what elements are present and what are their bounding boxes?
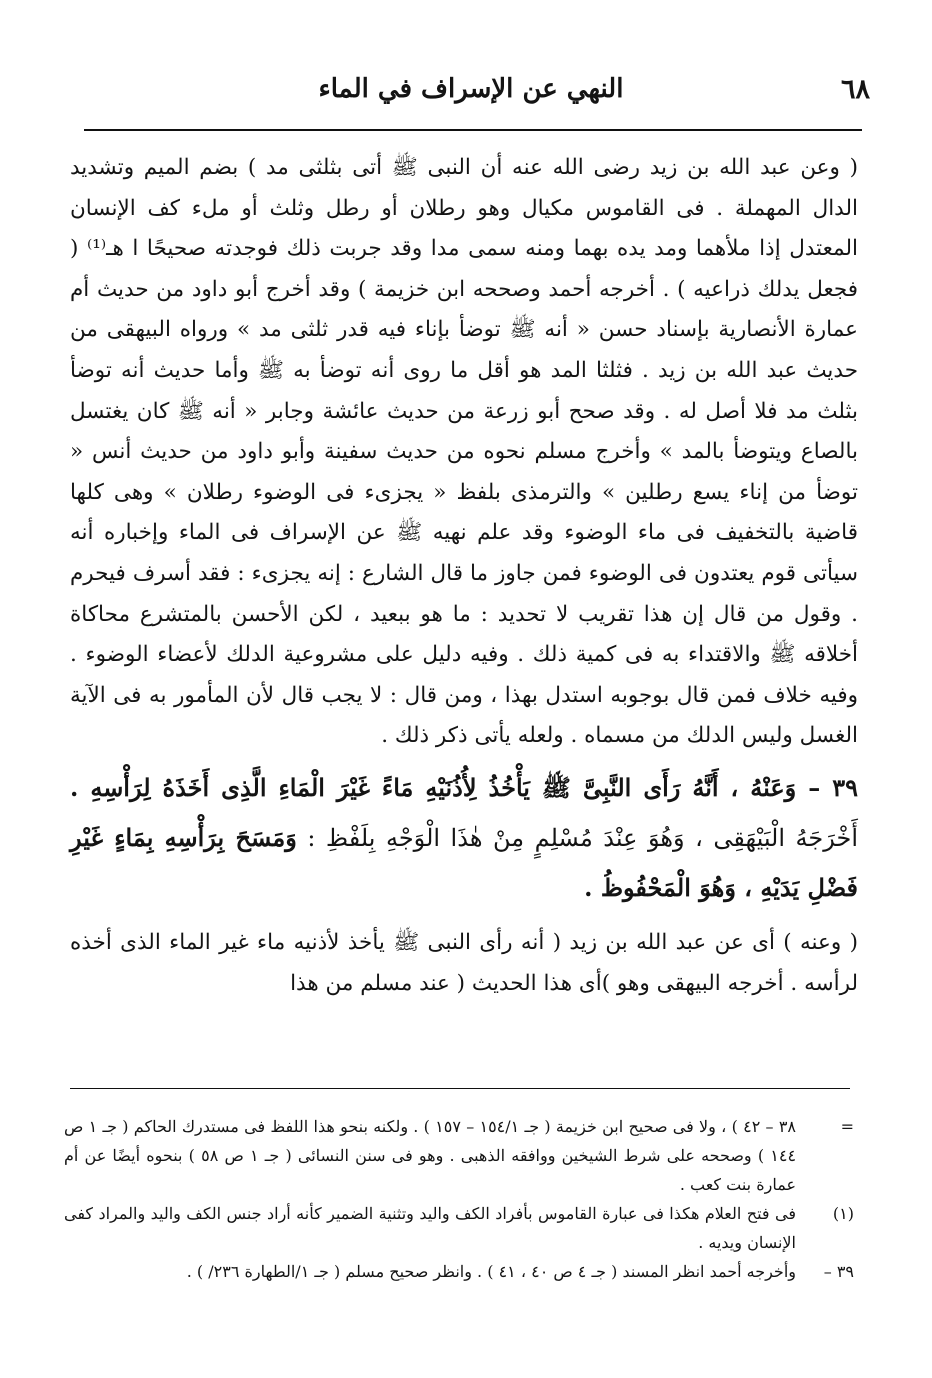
page-header <box>72 74 870 114</box>
footnote <box>64 1199 854 1257</box>
commentary-paragraph: ( وعن عبد الله بن زيد رضى الله عنه أن النبى ﷺ أتى بثلثى مد ) بضم الميم وتشديد الدال المهملة . فى القاموس مكيال وهو رطلان أو رطل وثلث أو ملء كف الإنسان المعتدل إذا ملأهما ومد يده بهما ومنه سمى مدا وقد جربت ذلك فوجدته صحيحًا ا هـ⁽¹⁾ ( فجعل يدلك ذراعيه ) . أخرجه أحمد وصححه ابن خزيمة ) وقد أخرج أبو داود من حديث أم عمارة الأنصارية بإسناد حسن « أنه ﷺ توضأ بإناء فيه قدر ثلثى مد » ورواه البيهقى من حديث عبد الله بن زيد . فثلثا المد هو أقل ما روى أنه توضأ به ﷺ وأما حديث أنه توضأ بثلث مد فلا أصل له . وقد صحح أبو زرعة من حديث عائشة وجابر « أنه ﷺ كان يغتسل بالصاع ويتوضأ بالمد » وأخرج مسلم نحوه من حديث سفينة وأبو داود من حديث أنس « توضأ من إناء يسع رطلين » والترمذى بلفظ « يجزىء فى الوضوء رطلان » وهى كلها قاضية بالتخفيف فى ماء الوضوء وقد علم نهيه ﷺ عن الإسراف فى الماء وإخباره أنه سيأتى قوم يعتدون فى الوضوء فمن جاوز ما قال الشارع : إنه يجزىء : فقد أسرف فيحرم . وقول من قال إن هذا تقريب لا تحديد : ما هو ببعيد ، لكن الأحسن بالمتشرع محاكاة أخلاقه ﷺ والاقتداء به فى كمية ذلك . وفيه دليل على مشروعية الدلك لأعضاء الوضوء . وفيه خلاف فمن قال بوجوبه استدل بهذا ، ومن قال : لا يجب قال لأن المأمور به فى الآية الغسل وليس الدلك من مسماه . ولعله يأتى ذكر ذلك . <box>70 155 858 749</box>
hadith-takhrij: أَخْرَجَهُ الْبَيْهَقِى ، وَهُوَ عِنْدَ مُسْلِمٍ مِنْ هٰذَا الْوَجْهِ بِلَفْظِ : <box>296 823 858 852</box>
main-text <box>70 148 858 1004</box>
hadith-text <box>70 763 858 913</box>
footnote-marker: = <box>840 1117 854 1136</box>
commentary-paragraph: ( وعنه ) أى عن عبد الله بن زيد ( أنه رأى النبى ﷺ يأخذ لأذنيه ماء غير الماء الذى أخذه لرأسه . أخرجه البيهقى وهو )أى هذا الحديث ( عند مسلم من هذا <box>70 929 858 996</box>
footnote-divider <box>70 1088 850 1089</box>
running-title: النهي عن الإسراف في الماء <box>318 74 624 104</box>
footnotes <box>64 1112 854 1286</box>
hadith-matn: ٣٩ – وَعَنْهُ ، أَنَّهُ رَأَى النَّبِىَّ ﷺ يَأْخُذُ لِأُذُنَيْهِ مَاءً غَيْرَ الْمَاءِ الَّذِى أَخَذَهُ لِرَأْسِهِ . <box>70 772 858 802</box>
page-number: ٦٨ <box>840 74 870 105</box>
footnote-marker: (١) <box>832 1204 854 1223</box>
footnote-text: وأخرجه أحمد انظر المسند ( جـ ٤ ص ٤٠ ، ٤١ ) . وانظر صحيح مسلم ( جـ ١/الطهارة ٢٣٦/ ) . <box>186 1262 796 1281</box>
footnote <box>64 1257 854 1286</box>
header-divider <box>84 129 862 131</box>
footnote-text: ٣٨ – ٤٢ ) ، ولا فى صحيح ابن خزيمة ( جـ ١٥٤/١ – ١٥٧ ) . ولكنه بنحو هذا اللفظ فى مستدرك الحاكم ( جـ ١ ص ١٤٤ ) وصححه على شرط الشيخين ووافقه الذهبى . وهو فى سنن النسائى ( جـ ١ ص ٥٨ ) بنحوه أيضًا عن أم عمارة بنت كعب . <box>64 1117 797 1194</box>
hadith-alternate-wording: وَمَسَحَ بِرَأْسِهِ بِمَاءٍ غَيْرِ فَضْلِ يَدَيْهِ ، وَهُوَ الْمَحْفُوظُ . <box>70 822 858 902</box>
footnote <box>64 1112 854 1199</box>
footnote-text: فى فتح العلام هكذا فى عبارة القاموس بأفراد الكف واليد وتثنية الضمير كأنه أراد جنس الكف واليد والمراد كفى الإنسان ويديه . <box>64 1204 796 1252</box>
footnote-marker: ٣٩ – <box>823 1262 854 1281</box>
